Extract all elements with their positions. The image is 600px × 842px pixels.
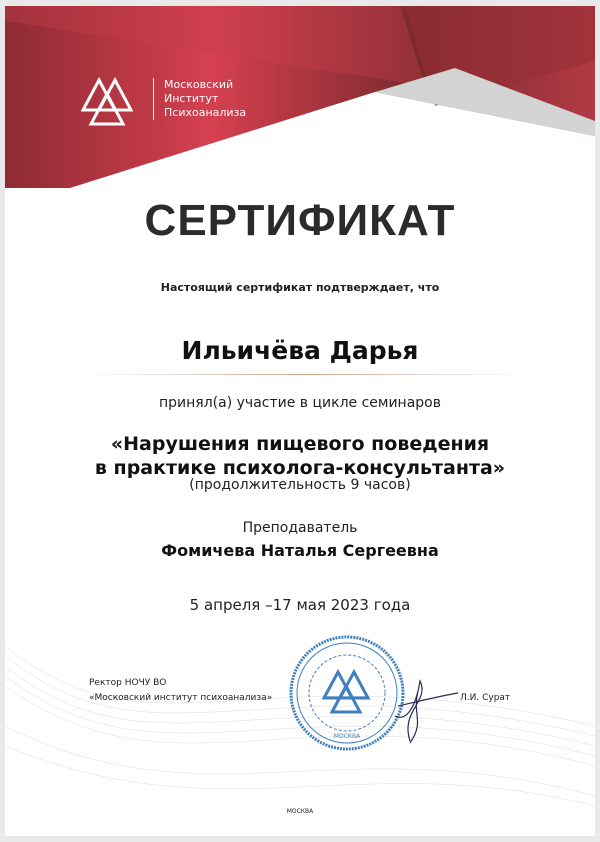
- dates-text: 5 апреля –17 мая 2023 года: [189, 596, 411, 614]
- logo-line: Московский: [164, 78, 234, 91]
- certificate-title: СЕРТИФИКАТ: [144, 196, 456, 245]
- seal-text: МОСКВА: [333, 733, 361, 740]
- signature-mark: [390, 671, 460, 746]
- institute-seal: [288, 634, 406, 752]
- teacher-name: Фомичева Наталья Сергеевна: [161, 541, 439, 560]
- intro-text: Настоящий сертификат подтверждает, что: [160, 281, 440, 294]
- duration-text: (продолжительность 9 часов): [189, 477, 411, 493]
- logo-line: Институт: [164, 92, 219, 105]
- course-line: в практике психолога-консультанта»: [94, 457, 506, 479]
- signer-name: Л.И. Сурат: [460, 693, 511, 703]
- rector-title: [89, 676, 272, 706]
- participation-text: принял(а) участие в цикле семинаров: [159, 395, 441, 411]
- course-line: «Нарушения пищевого поведения: [110, 433, 490, 455]
- rector-line: Ректор НОЧУ ВО: [89, 678, 167, 688]
- institute-logo-icon: [81, 76, 133, 128]
- institute-name: [153, 78, 246, 120]
- recipient-name: Ильичёва Дарья: [181, 336, 419, 365]
- teacher-label: Преподаватель: [242, 520, 358, 536]
- footer-city: МОСКВА: [286, 808, 314, 815]
- certificate-page: [5, 6, 595, 836]
- logo-line: Психоанализа: [164, 106, 247, 119]
- divider: [85, 374, 525, 375]
- rector-line: «Московский институт психоанализа»: [89, 693, 273, 703]
- course-title: [5, 432, 595, 480]
